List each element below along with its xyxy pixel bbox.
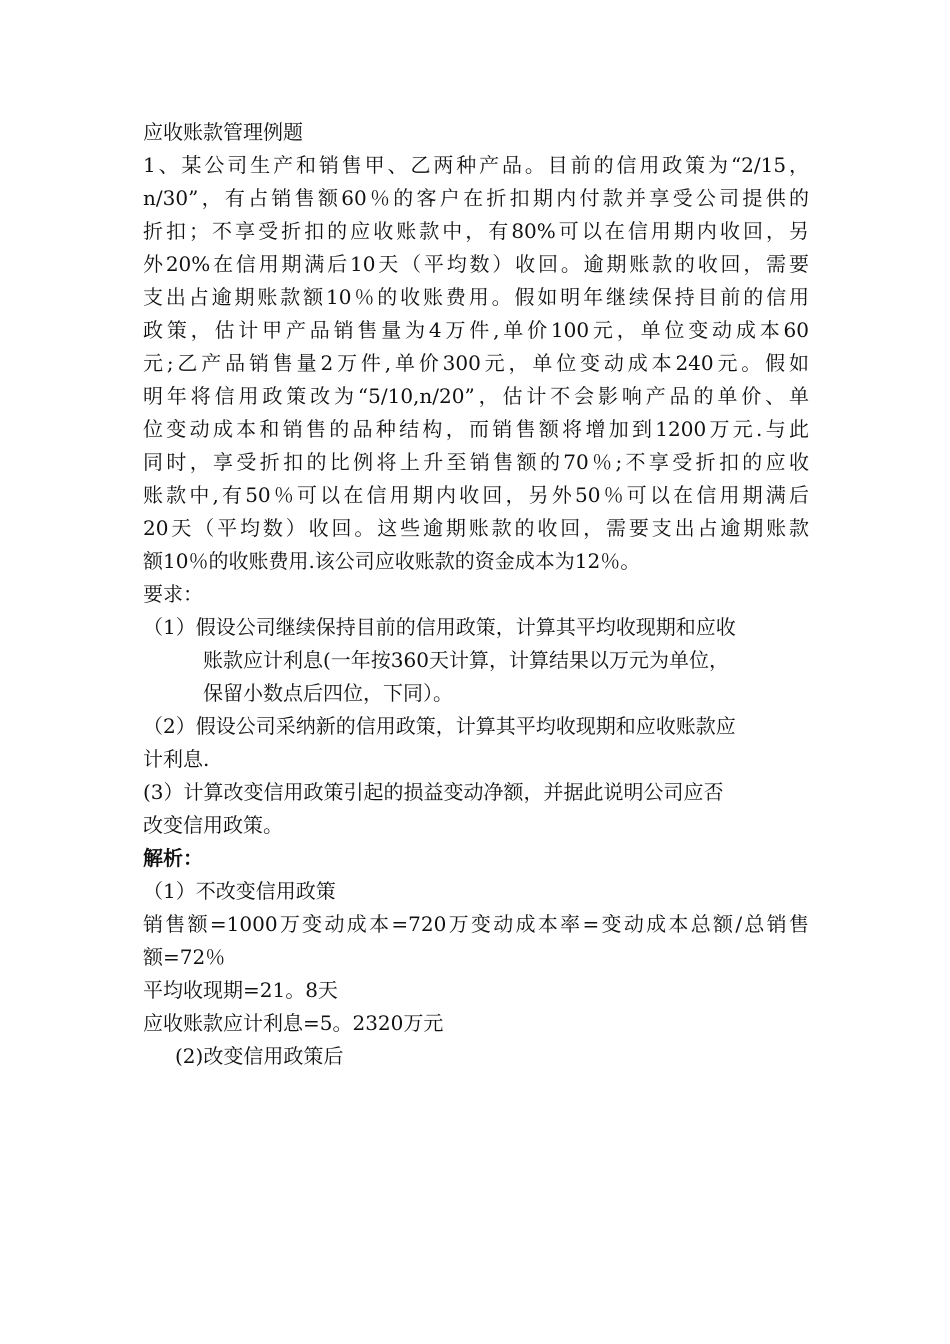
requirement-line: 保留小数点后四位，下同）。 bbox=[203, 681, 453, 705]
analysis-label: 解析： bbox=[143, 846, 203, 870]
analysis-line: 额=72％ bbox=[143, 945, 226, 969]
receivable-interest: 应收账款应计利息=5。2320万元 bbox=[143, 1011, 444, 1035]
requirement-line: 账款应计利息(一年按360天计算，计算结果以万元为单位， bbox=[203, 648, 729, 672]
analysis-1-heading: （1）不改变信用政策 bbox=[143, 879, 336, 903]
document-title: 应收账款管理例题 bbox=[143, 120, 303, 144]
question-line: 外20%在信用期满后10天（平均数）收回。逾期账款的收回，需要 bbox=[143, 252, 809, 276]
analysis-1-body bbox=[143, 908, 809, 974]
requirement-3 bbox=[143, 776, 809, 842]
document-body bbox=[143, 116, 809, 1073]
analysis-2-heading: (2)改变信用政策后 bbox=[175, 1044, 344, 1068]
requirement-line: 计利息. bbox=[143, 747, 210, 771]
avg-collection-period: 平均收现期=21。8天 bbox=[143, 978, 338, 1002]
requirement-2 bbox=[143, 710, 809, 776]
requirement-line: （1）假设公司继续保持目前的信用政策，计算其平均收现期和应收 bbox=[143, 615, 736, 639]
question-line: 元;乙产品销售量2万件,单价300元，单位变动成本240元。假如 bbox=[143, 351, 809, 375]
requirement-line: (3）计算改变信用政策引起的损益变动净额，并据此说明公司应否 bbox=[143, 780, 724, 804]
question-line: 支出占逾期账款额10％的收账费用。假如明年继续保持目前的信用 bbox=[143, 285, 809, 309]
analysis-line: 销售额=1000万变动成本=720万变动成本率=变动成本总额/总销售 bbox=[143, 912, 809, 936]
question-line: n/30”，有占销售额60％的客户在折扣期内付款并享受公司提供的 bbox=[143, 186, 809, 210]
question-line: 同时，享受折扣的比例将上升至销售额的70％;不享受折扣的应收 bbox=[143, 450, 809, 474]
requirement-label: 要求： bbox=[143, 582, 203, 606]
question-line: 折扣；不享受折扣的应收账款中，有80%可以在信用期内收回，另 bbox=[143, 219, 809, 243]
question-line: 20天（平均数）收回。这些逾期账款的收回，需要支出占逾期账款 bbox=[143, 516, 809, 540]
requirement-1 bbox=[143, 611, 809, 710]
question-line: 账款中,有50％可以在信用期内收回，另外50％可以在信用期满后 bbox=[143, 483, 809, 507]
question-line: 1、某公司生产和销售甲、乙两种产品。目前的信用政策为“2/15， bbox=[143, 153, 809, 177]
question-line: 政策，估计甲产品销售量为4万件,单价100元，单位变动成本60 bbox=[143, 318, 809, 342]
requirement-line: （2）假设公司采纳新的信用政策，计算其平均收现期和应收账款应 bbox=[143, 714, 736, 738]
question-line: 明年将信用政策改为“5/10,n/20”，估计不会影响产品的单价、单 bbox=[143, 384, 809, 408]
question-line: 额10％的收账费用.该公司应收账款的资金成本为12％。 bbox=[143, 549, 641, 573]
requirement-line: 改变信用政策。 bbox=[143, 813, 283, 837]
question-line: 位变动成本和销售的品种结构，而销售额将增加到1200万元.与此 bbox=[143, 417, 809, 441]
question-paragraph bbox=[143, 149, 809, 578]
